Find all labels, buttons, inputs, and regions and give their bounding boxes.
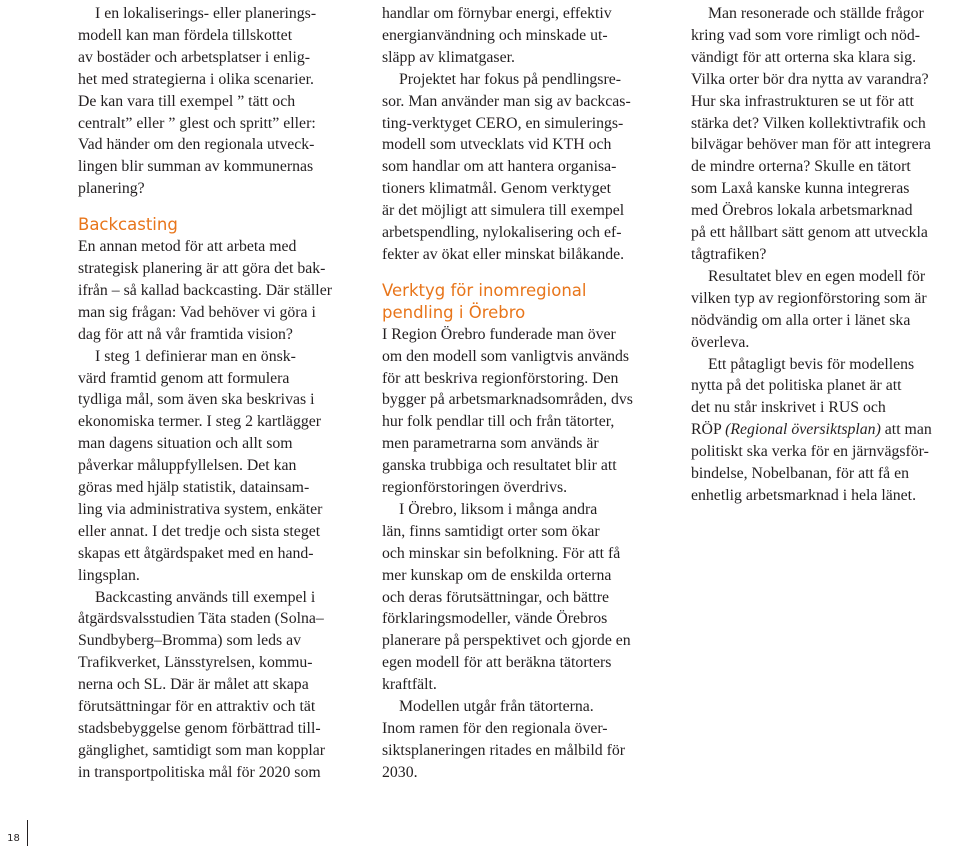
text-line: lingsplan. xyxy=(78,566,140,584)
text-line: påverkar måluppfyllelsen. Det kan xyxy=(78,457,297,475)
column-1 xyxy=(78,3,340,784)
result-paragraph xyxy=(691,266,955,354)
text-line: eller annat. I det tredje och sista steget xyxy=(78,522,321,540)
text-line: regionförstoringen överdrivs. xyxy=(382,479,568,497)
heading-verktyg xyxy=(382,280,658,324)
text-line: bygger på arbetsmarknadsområden, dvs xyxy=(382,391,633,409)
text-line: och deras förutsättningar, och bättre xyxy=(382,588,610,606)
text-line: göras med hjälp statistik, datainsam- xyxy=(78,479,310,497)
text-line: nytta på det politiska planet är att xyxy=(691,377,902,395)
text-line: förklaringsmodeller, vände Örebros xyxy=(382,610,608,628)
text-line: RÖP xyxy=(691,421,726,439)
text-line: 2030. xyxy=(382,763,418,781)
text-line: I Örebro, liksom i många andra xyxy=(399,500,598,518)
backcasting-paragraph-1 xyxy=(78,236,340,346)
text-line: planerare på perspektivet och gjorde en xyxy=(382,632,631,650)
text-line: Resultatet blev en egen modell för xyxy=(708,267,926,285)
text-line: En annan metod för att arbeta med xyxy=(78,238,297,256)
orebro-paragraph-3 xyxy=(382,696,658,784)
text-line: Backcasting används till exempel i xyxy=(95,588,316,606)
text-line: län, finns samtidigt orter som ökar xyxy=(382,522,600,540)
text-line: kring vad som vore rimligt och nöd- xyxy=(691,26,921,44)
text-line: politiskt ska verka för en järnvägsför- xyxy=(691,443,929,461)
text-line: I Region Örebro funderade man över xyxy=(382,325,616,343)
text-line: siktsplaneringen ritades en målbild för xyxy=(382,741,626,759)
text-line: tågtrafiken? xyxy=(691,245,767,263)
page-number: 18 xyxy=(7,833,20,844)
text-line: sor. Man använder man sig av backcas- xyxy=(382,92,631,110)
text-line: Inom ramen för den regionala över- xyxy=(382,720,608,737)
project-paragraph xyxy=(382,69,658,266)
text-line: pendling i Örebro xyxy=(382,302,526,322)
text-line: strategisk planering är att göra det bak- xyxy=(78,259,326,277)
intro-paragraph xyxy=(78,3,340,200)
text-line: stadsbebyggelse genom förbättrad till- xyxy=(78,720,321,737)
text-line: och minskar sin befolkning. För att få xyxy=(382,544,621,562)
text-line: Projektet har fokus på pendlingsre- xyxy=(399,70,621,88)
text-line: mer kunskap om de enskilda orterna xyxy=(382,566,612,584)
text-line: modell kan man fördela tillskottet xyxy=(78,26,293,44)
text-line: Ett påtagligt bevis för modellens xyxy=(708,355,915,373)
text-line: överleva. xyxy=(691,333,750,351)
text-line: av bostäder och arbetsplatser i enlig- xyxy=(78,48,311,66)
text-line: vändigt för att orterna ska klara sig. xyxy=(691,48,917,66)
text-line: släpp av klimatgaser. xyxy=(382,48,515,66)
text-line: energianvändning och minskade ut- xyxy=(382,26,608,44)
heading-backcasting: Backcasting xyxy=(78,215,178,235)
text-line: det nu står inskrivet i RUS och xyxy=(691,399,886,417)
text-line: vilken typ av regionförstoring som är xyxy=(691,289,927,307)
text-line: planering? xyxy=(78,180,145,198)
text-line: ifrån – så kallad backcasting. Där ställer xyxy=(78,281,332,299)
text-line: Modellen utgår från tätorterna. xyxy=(399,698,594,716)
text-line: De kan vara till exempel ” tätt och xyxy=(78,92,296,110)
reasoning-paragraph xyxy=(691,3,955,266)
text-line: Vad händer om den regionala utveck- xyxy=(78,136,315,154)
text-line: man sig frågan: Vad behöver vi göra i xyxy=(78,303,316,321)
text-line: är det möjligt att simulera till exempel xyxy=(382,202,625,220)
orebro-paragraph-1 xyxy=(382,324,658,499)
text-line: tydliga mål, som även ska beskrivas i xyxy=(78,391,315,409)
text-line: het med strategierna i olika scenarier. xyxy=(78,70,314,88)
column-2 xyxy=(382,3,658,784)
text-line: Man resonerade och ställde frågor xyxy=(708,5,924,22)
text-line: centralt” eller ” glest och spritt” eller: xyxy=(78,114,316,132)
italic-term: (Regional översiktsplan) xyxy=(725,421,881,439)
text-line: I en lokaliserings- eller planerings- xyxy=(95,5,317,22)
text-line: om den modell som vanligtvis används xyxy=(382,347,630,365)
text-line: handlar om förnybar energi, effektiv xyxy=(382,5,612,22)
text-line: nerna och SL. Där är målet att skapa xyxy=(78,676,309,694)
text-line: de mindre orterna? Skulle en tätort xyxy=(691,158,911,176)
page-number-rule xyxy=(27,820,28,846)
text-line: egen modell för att beräkna tätorters xyxy=(382,654,612,672)
text-line: Trafikverket, Länsstyrelsen, kommu- xyxy=(78,654,313,672)
text-line: ling via administrativa system, enkäter xyxy=(78,500,323,518)
text-line: modell som utvecklats vid KTH och xyxy=(382,136,612,154)
text-line: bilvägar behöver man för att integrera xyxy=(691,136,931,154)
evidence-paragraph xyxy=(691,354,955,507)
text-line: ganska trubbiga och resultatet blir att xyxy=(382,457,617,475)
text-line: ting-verktyget CERO, en simulerings- xyxy=(382,114,624,132)
text-line: för att beskriva regionförstoring. Den xyxy=(382,369,619,387)
orebro-paragraph-2 xyxy=(382,499,658,696)
text-line: förutsättningar för en attraktiv och tät xyxy=(78,698,316,716)
backcasting-paragraph-3 xyxy=(78,587,340,784)
text-line: men parametrarna som används är xyxy=(382,435,599,453)
text-line: kraftfält. xyxy=(382,676,437,694)
text-line: hur folk pendlar till och från tätorter, xyxy=(382,413,615,431)
text-line: på ett hållbart sätt genom att utveckla xyxy=(691,224,928,242)
text-line: Hur ska infrastrukturen se ut för att xyxy=(691,92,914,110)
text-line: Sundbyberg–Bromma) som leds av xyxy=(78,632,302,650)
text-line: man dagens situation och allt som xyxy=(78,435,293,453)
text-line: stärka det? Vilken kollektivtrafik och xyxy=(691,114,926,132)
text-line: fekter av ökat eller minskat bilåkande. xyxy=(382,245,625,263)
text-line: värd framtid genom att formulera xyxy=(78,369,290,387)
backcasting-paragraph-2 xyxy=(78,346,340,587)
text-line: lingen blir summan av kommunernas xyxy=(78,158,314,176)
text-line: bindelse, Nobelbanan, för att få en xyxy=(691,465,910,483)
column-3 xyxy=(691,3,955,507)
text-line: Verktyg för inomregional xyxy=(382,280,587,300)
text-line: skapas ett åtgärdspaket med en hand- xyxy=(78,544,314,562)
text-line: in transportpolitiska mål för 2020 som xyxy=(78,763,321,781)
continued-paragraph xyxy=(382,3,658,69)
text-line: tioners klimatmål. Genom verktyget xyxy=(382,180,612,198)
text-line: som Laxå kanske kunna integreras xyxy=(691,180,910,198)
text-line: med Örebros lokala arbetsmarknad xyxy=(691,202,913,220)
text-line: arbetspendling, nylokalisering och ef- xyxy=(382,224,622,242)
text-line: som handlar om att hantera organisa- xyxy=(382,158,617,176)
text-line: I steg 1 definierar man en önsk- xyxy=(95,347,296,365)
text-line: gänglighet, samtidigt som man kopplar xyxy=(78,741,326,759)
text-line: att man xyxy=(880,421,932,439)
text-line: enhetlig arbetsmarknad i hela länet. xyxy=(691,486,917,504)
text-line: åtgärdsvalsstudien Täta staden (Solna– xyxy=(78,610,324,628)
text-line: dag för att nå vår framtida vision? xyxy=(78,325,293,343)
text-line: ekonomiska termer. I steg 2 kartlägger xyxy=(78,413,322,431)
text-line: Vilka orter bör dra nytta av varandra? xyxy=(691,70,929,88)
text-line: nödvändig om alla orter i länet ska xyxy=(691,311,911,329)
